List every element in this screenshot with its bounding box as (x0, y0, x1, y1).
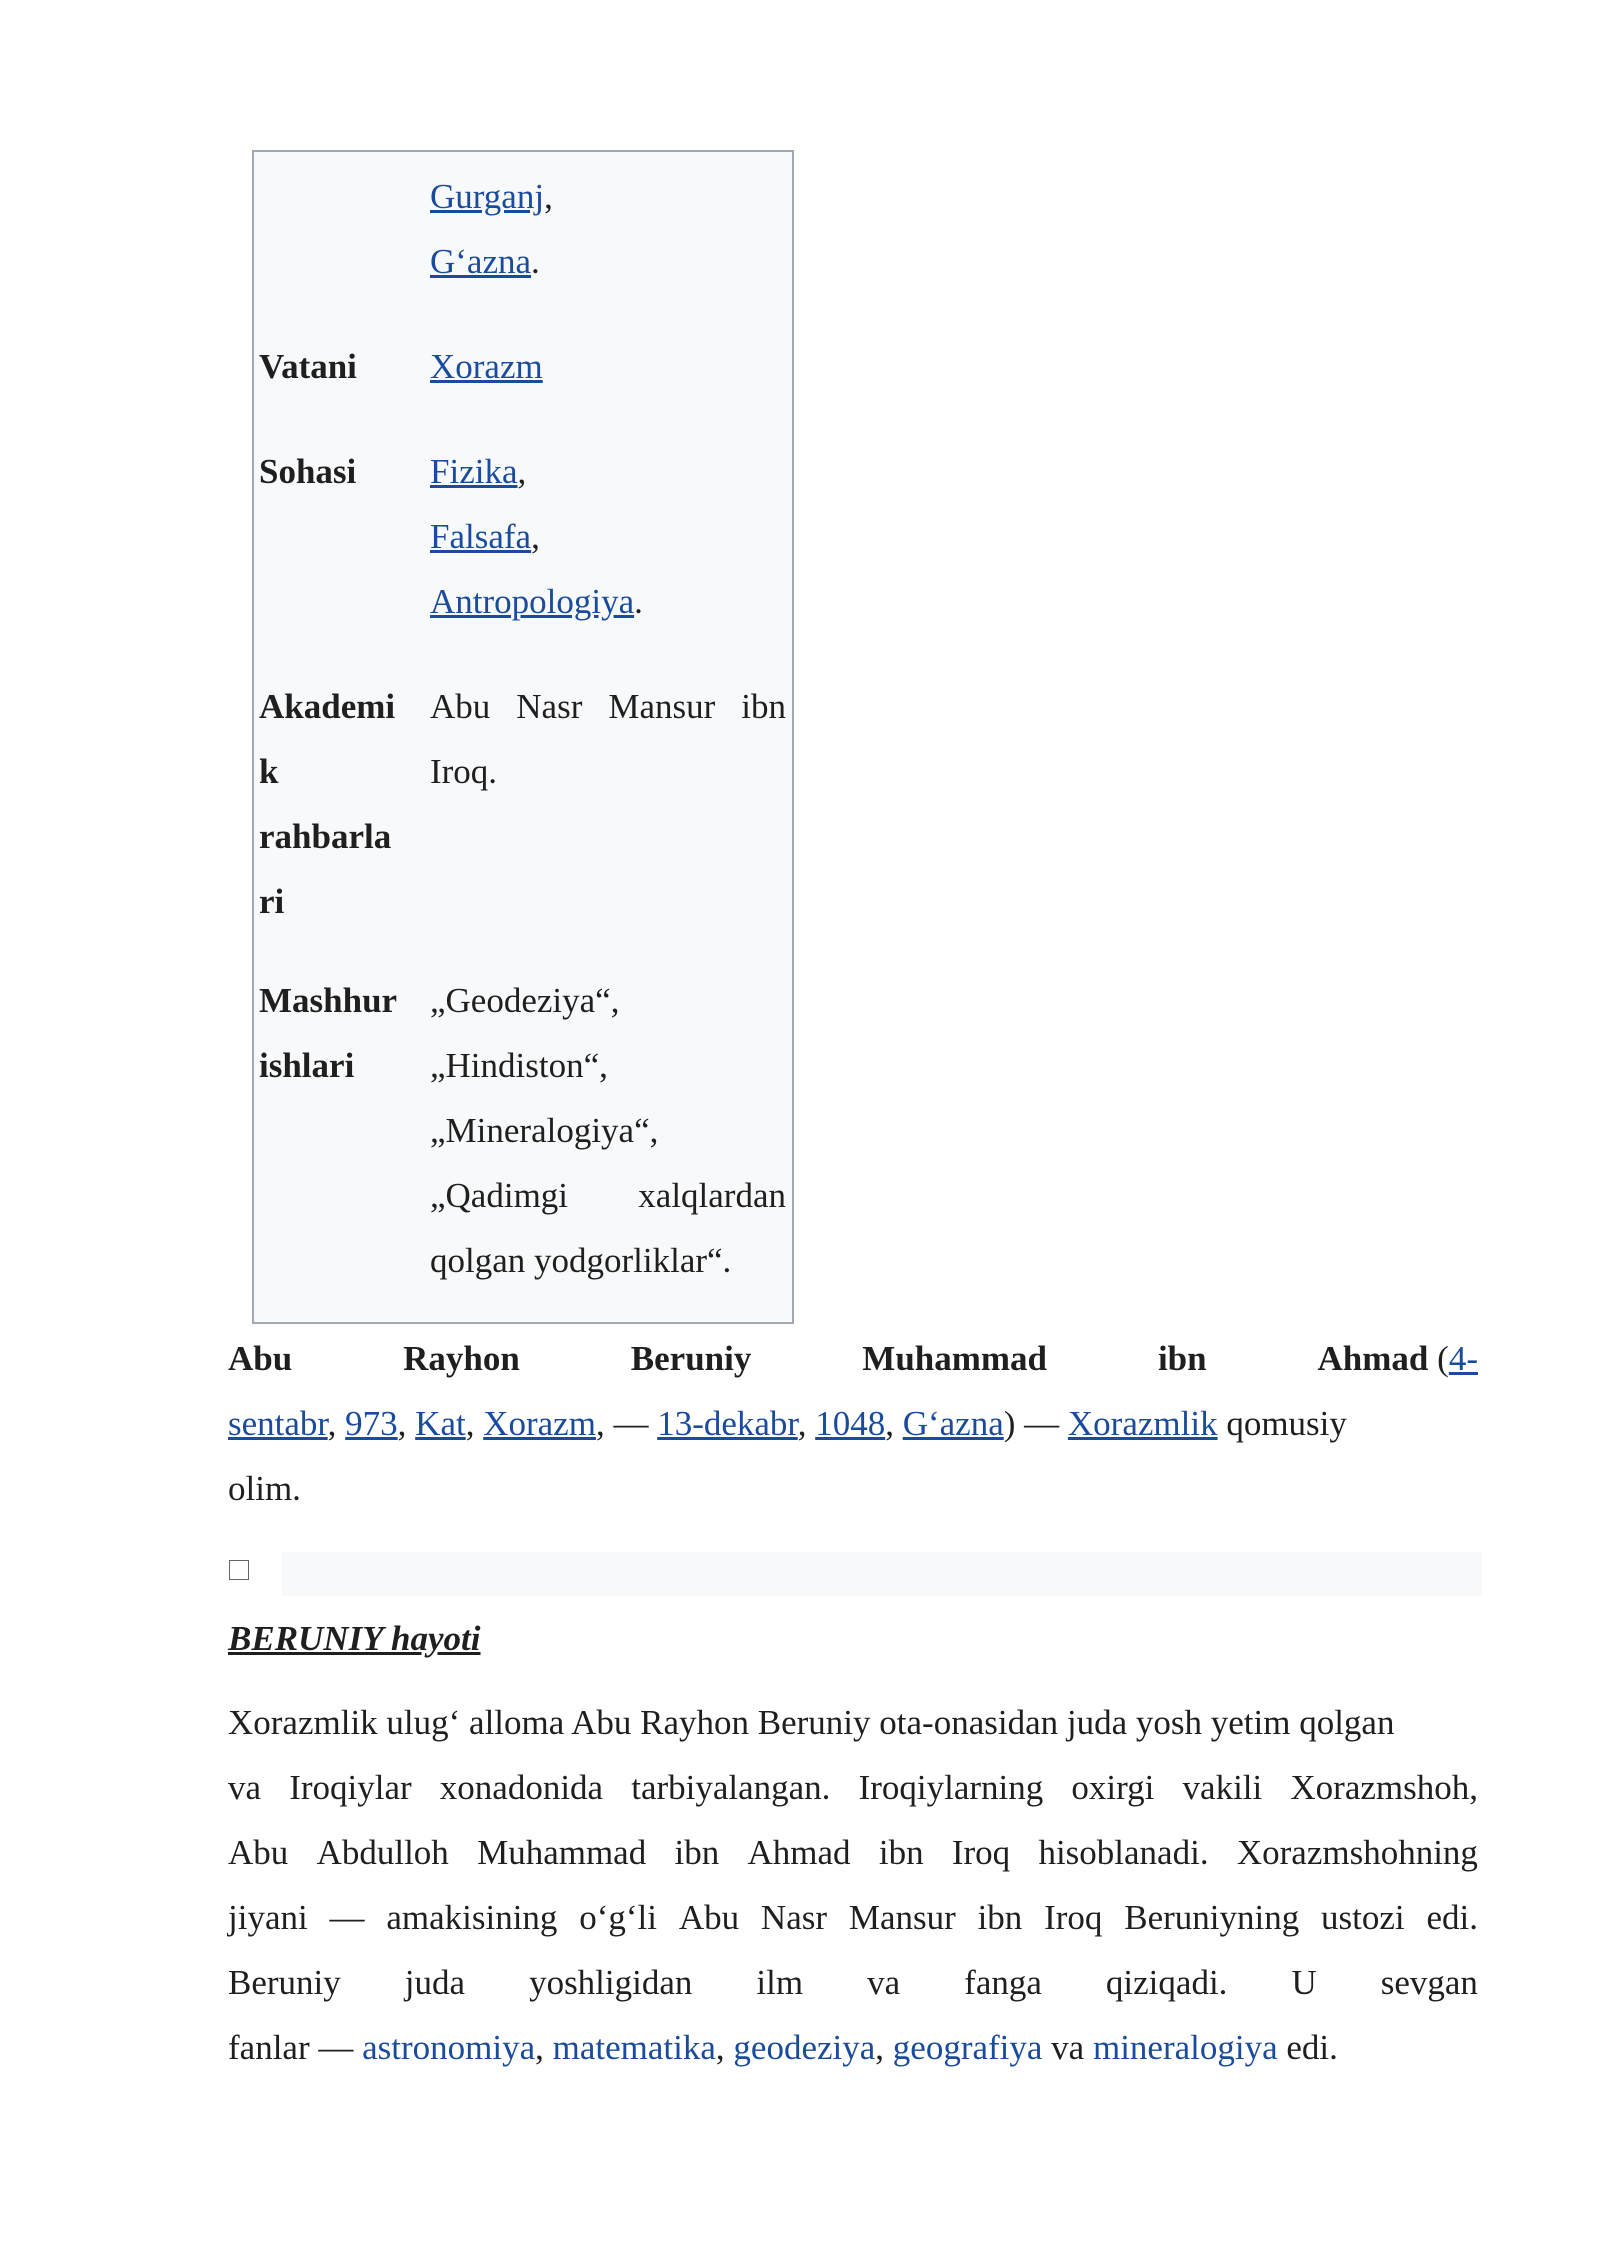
intro-line-3: olim. (228, 1469, 301, 1508)
label-sohasi: Sohasi (259, 452, 357, 491)
value-mashhur-ishlari: „Geodeziya“, „Hindiston“, „Mineralogiya“, „Qadimgi xalqlardan qolgan yodgorliklar“. (430, 981, 786, 1280)
link-birth-day-start[interactable]: 4- (1448, 1339, 1478, 1378)
section-line-2: va Iroqiylar xonadonida tarbiyalangan. Iroqiylarning oxirgi vakili Xorazmshoh, (228, 1768, 1478, 1807)
shaded-strip (282, 1552, 1482, 1596)
section-line-6: fanlar — astronomiya, matematika, geodeziya, geografiya va mineralogiya edi. (228, 2028, 1338, 2067)
link-birth-year[interactable]: 973 (345, 1404, 398, 1443)
link-geodeziya[interactable]: geodeziya (733, 2028, 876, 2067)
value-sohasi: Fizika, Falsafa, Antropologiya. (430, 452, 643, 621)
intro-line-1: Abu Rayhon Beruniy Muhammad ibn Ahmad (4- (228, 1339, 1478, 1378)
intro-paragraph (228, 1326, 1478, 1521)
link-falsafa[interactable]: Falsafa (430, 517, 532, 556)
link-death-day[interactable]: 13-dekabr (657, 1404, 798, 1443)
link-death-place[interactable]: G‘azna (902, 1404, 1004, 1443)
link-gazna[interactable]: G‘azna (430, 242, 532, 281)
link-death-year[interactable]: 1048 (815, 1404, 886, 1443)
checkbox[interactable] (229, 1560, 249, 1580)
link-xorazmlik[interactable]: Xorazmlik (1067, 1404, 1218, 1443)
label-mashhur-ishlari: Mashhur ishlari (259, 981, 398, 1085)
section-line-4: jiyani — amakisining o‘g‘li Abu Nasr Mansur ibn Iroq Beruniyning ustozi edi. (228, 1898, 1478, 1937)
label-akademik-rahbarlari: Akademi k rahbarla ri (259, 687, 396, 921)
link-birth-day-end[interactable]: sentabr (228, 1404, 328, 1443)
link-gurganj[interactable]: Gurganj (430, 177, 545, 216)
link-astronomiya[interactable]: astronomiya (362, 2028, 536, 2067)
link-birth-region[interactable]: Xorazm (483, 1404, 596, 1443)
link-matematika[interactable]: matematika (552, 2028, 716, 2067)
section-line-3: Abu Abdulloh Muhammad ibn Ahmad ibn Iroq hisoblanadi. Xorazmshohning (228, 1833, 1478, 1872)
link-xorazm[interactable]: Xorazm (430, 347, 543, 386)
section-line-1: Xorazmlik ulug‘ alloma Abu Rayhon Beruniy ota-onasidan juda yosh yetim qolgan (228, 1703, 1395, 1742)
link-mineralogiya[interactable]: mineralogiya (1092, 2028, 1278, 2067)
places-continued: Gurganj, G‘azna. (430, 177, 553, 281)
section-paragraph (228, 1690, 1478, 2080)
value-vatani (430, 334, 786, 399)
link-antropologiya[interactable]: Antropologiya (430, 582, 635, 621)
link-kat[interactable]: Kat (415, 1404, 466, 1443)
label-vatani: Vatani (259, 347, 357, 386)
link-fizika[interactable]: Fizika (430, 452, 518, 491)
link-geografiya[interactable]: geografiya (892, 2028, 1043, 2067)
intro-line-2: sentabr, 973, Kat, Xorazm, — 13-dekabr, 1048, G‘azna) — Xorazmlik qomusiy (228, 1404, 1347, 1443)
value-akademik-rahbarlari: Abu Nasr Mansur ibn Iroq. (430, 687, 786, 791)
section-line-5: Beruniy juda yoshligidan ilm va fanga qiziqadi. U sevgan (228, 1963, 1478, 2002)
section-heading: BERUNIY hayoti (228, 1619, 481, 1658)
